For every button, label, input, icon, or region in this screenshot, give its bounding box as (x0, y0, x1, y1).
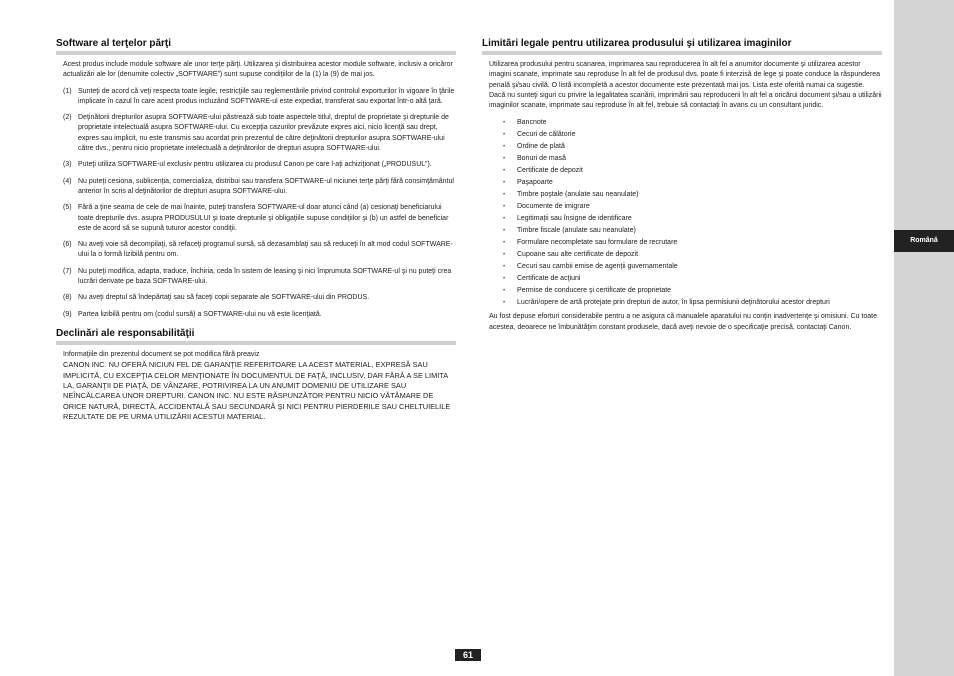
language-tab: Română (894, 230, 954, 252)
legal-section (482, 38, 882, 333)
left-column (56, 38, 456, 423)
restricted-document-item (503, 286, 882, 296)
restricted-document-item (503, 238, 882, 248)
restricted-document-label: Cupoane sau alte certificate de depozit (517, 251, 639, 259)
condition-text: Sunteţi de acord că veţi respecta toate legile, restricţiile sau reglementările privind controlul exporturilor în vigoare în ţările implicate în cazul în care acest produs incluzând SOFTWARE-ul este expediat, transferat sau exportat într-o altă ţară. (78, 87, 455, 105)
bullet-icon: • (503, 228, 506, 235)
bullet-icon: • (503, 132, 506, 139)
restricted-document-item (503, 142, 882, 152)
software-section-body (56, 60, 456, 320)
restricted-document-label: Bancnote (517, 119, 547, 127)
software-condition-item (63, 240, 456, 261)
condition-number: (3) (63, 161, 72, 169)
software-section (56, 38, 456, 320)
software-condition-item (63, 113, 456, 154)
restricted-document-item (503, 154, 882, 164)
bullet-icon: • (503, 120, 506, 127)
restricted-document-label: Legitimaţii sau însigne de identificare (517, 215, 632, 223)
restricted-document-item (503, 190, 882, 200)
condition-number: (7) (63, 267, 72, 275)
bullet-icon: • (503, 288, 506, 295)
disclaimer-caps-text: CANON INC. NU OFERĂ NICIUN FEL DE GARANŢIE REFERITOARE LA ACEST MATERIAL, EXPRESĂ SAU IMPLICITĂ, CU EXCEPŢIA CELOR MENŢIONATE ÎN DOCUMENTUL DE FAŢĂ, INCLUSIV, DAR FĂRĂ A SE LIMITA LA, GARANŢII DE PIAŢĂ, DE VÂNZARE, POTRIVIREA LA UN ANUMIT DOMENIU DE UTILIZARE SAU NEÎNCĂLCAREA UNOR DREPTURI. CANON INC. NU ESTE RĂSPUNZĂTOR PENTRU NICIO VĂTĂMARE DE ORICE NATURĂ, DIRECTĂ, ACCIDENTALĂ SAU SECUNDARĂ ŞI NICI PENTRU PIERDERILE SAU CHELTUIELILE REZULTATE DE PE URMA UTILIZĂRII ACESTUI MATERIAL. (63, 360, 451, 422)
legal-intro: Utilizarea produsului pentru scanarea, imprimarea sau reproducerea în alt fel a anumitor documente şi utilizarea acestor imagini scanate, imprimate sau reproduse în alt fel de produsul dvs. poate fi interzisă de lege şi poate conduce la răspunderea penală şi/sau civilă. O listă incompletă a acestor documente este prezentată mai jos. Lista este oferită numai ca sugestie. Dacă nu sunteţi siguri cu privire la legalitatea scanării, imprimării sau reproducerii în alt fel a oricărui document şi/sau a utilizării imaginilor scanate, imprimate sau reproduse în alt fel, trebuie să contactaţi în avans cu un consultant juridic. (489, 61, 882, 110)
condition-number: (6) (63, 241, 72, 249)
right-sidebar (894, 0, 954, 676)
bullet-icon: • (503, 300, 506, 307)
condition-number: (4) (63, 177, 72, 185)
legal-section-body (482, 60, 882, 333)
restricted-document-label: Permise de conducere şi certificate de proprietate (517, 287, 672, 295)
condition-number: (2) (63, 114, 72, 122)
restricted-document-label: Formulare necompletate sau formulare de recrutare (517, 239, 678, 247)
restricted-document-item (503, 214, 882, 224)
right-column (482, 38, 882, 333)
restricted-document-label: Timbre poştale (anulate sau neanulate) (517, 191, 639, 199)
software-conditions-list (63, 87, 456, 320)
condition-text: Nu puteţi cesiona, sublicenţia, comercializa, distribui sau transfera SOFTWARE-ul niciunei terţe părţi fără consimţământul anterior în scris al deţinătorilor de drepturi asupra SOFTWARE-ului. (78, 177, 454, 195)
legal-section-title: Limitări legale pentru utilizarea produsului şi utilizarea imaginilor (482, 38, 882, 55)
bullet-icon: • (503, 264, 506, 271)
restricted-document-item (503, 250, 882, 260)
restricted-document-label: Documente de imigrare (517, 203, 590, 211)
bullet-icon: • (503, 204, 506, 211)
restricted-document-label: Bonuri de masă (517, 155, 567, 163)
restricted-documents-list (503, 118, 882, 308)
disclaimer-intro: Informaţiile din prezentul document se pot modifica fără preaviz (63, 350, 260, 358)
restricted-document-item (503, 298, 882, 308)
software-condition-item (63, 177, 456, 198)
restricted-document-item (503, 118, 882, 128)
disclaimer-section (56, 328, 456, 423)
restricted-document-item (503, 274, 882, 284)
restricted-document-label: Cecuri de călătorie (517, 131, 576, 139)
bullet-icon: • (503, 144, 506, 151)
restricted-document-item (503, 130, 882, 140)
bullet-icon: • (503, 192, 506, 199)
software-condition-item (63, 310, 456, 320)
page-number: 61 (455, 649, 481, 661)
condition-text: Puteţi utiliza SOFTWARE-ul exclusiv pentru utilizarea cu produsul Canon pe care l-aţi achiziţionat („PRODUSUL”). (78, 161, 432, 169)
condition-number: (8) (63, 294, 72, 302)
condition-text: Nu aveţi dreptul să îndepărtaţi sau să faceţi copii separate ale SOFTWARE-ului din PRODUS. (78, 294, 370, 302)
restricted-document-item (503, 262, 882, 272)
restricted-document-label: Certificate de depozit (517, 167, 583, 175)
bullet-icon: • (503, 252, 506, 259)
software-condition-item (63, 87, 456, 108)
restricted-document-label: Certificate de acţiuni (517, 275, 581, 283)
condition-number: (1) (63, 87, 72, 95)
bullet-icon: • (503, 240, 506, 247)
bullet-icon: • (503, 180, 506, 187)
restricted-document-label: Ordine de plată (517, 143, 565, 151)
software-condition-item (63, 203, 456, 234)
software-section-title: Software al terţelor părţi (56, 38, 456, 55)
restricted-document-item (503, 166, 882, 176)
bullet-icon: • (503, 276, 506, 283)
condition-number: (9) (63, 310, 72, 318)
software-condition-item (63, 293, 456, 303)
restricted-document-label: Cecuri sau cambii emise de agenţii guvernamentale (517, 263, 678, 271)
software-intro: Acest produs include module software ale unor terţe părţi. Utilizarea şi distribuirea acestor module software, inclusiv a oricăror actualizări ale lor (denumite colectiv „SOFTWARE”) sunt supuse condiţiilor de la (1) la (9) de mai jos. (63, 61, 453, 79)
bullet-icon: • (503, 216, 506, 223)
disclaimer-section-title: Declinări ale responsabilităţii (56, 328, 456, 345)
restricted-document-item (503, 178, 882, 188)
condition-text: Nu aveţi voie să decompilaţi, să refaceţi programul sursă, să dezasamblaţi sau să reduceţi în alt mod codul SOFTWARE-ului la o formă lizibilă pentru om. (78, 241, 453, 259)
condition-text: Fără a ţine seama de cele de mai înainte, puteţi transfera SOFTWARE-ul doar atunci când (a) cesionaţi beneficiarului toate drepturile dvs. asupra PRODUSULUI şi toate drepturile şi obligaţiile supuse condiţiilor şi (b) un astfel de beneficiar este de acord să se supună tuturor acestor condiţii. (78, 204, 449, 232)
software-condition-item (63, 267, 456, 288)
condition-number: (5) (63, 204, 72, 212)
bullet-icon: • (503, 156, 506, 163)
restricted-document-item (503, 226, 882, 236)
restricted-document-label: Lucrări/opere de artă protejate prin drepturi de autor, în lipsa permisiunii deţinătorului acestor drepturi (517, 299, 830, 307)
bullet-icon: • (503, 168, 506, 175)
condition-text: Nu puteţi modifica, adapta, traduce, închiria, ceda în sistem de leasing şi nici împrumuta SOFTWARE-ul şi nu puteţi crea lucrări derivate pe baza SOFTWARE-ului. (78, 267, 452, 286)
legal-closing: Au fost depuse eforturi considerabile pentru a ne asigura că manualele aparatului nu conţin inadvertenţe şi omisiuni. Cu toate acestea, deoarece ne îmbunătăţim constant produsele, dacă aveţi nevoie de o specificaţie precisă, contactaţi Canon. (489, 313, 877, 331)
restricted-document-label: Paşapoarte (517, 179, 553, 187)
restricted-document-label: Timbre fiscale (anulate sau neanulate) (517, 227, 636, 235)
disclaimer-section-body (56, 350, 456, 423)
software-condition-item (63, 160, 456, 170)
condition-text: Partea lizibilă pentru om (codul sursă) a SOFTWARE-ului nu vă este licenţiată. (78, 310, 322, 318)
condition-text: Deţinătorii drepturilor asupra SOFTWARE-ului păstrează sub toate aspectele titlul, dreptul de proprietate şi drepturile de proprietate intelectuală asupra SOFTWARE-ului. Cu excepţia cazurilor prevăzute expres aici, nicio licenţă sau drept, expres sau implicit, nu este transmis sau acordat prin prezentul de către deţinătorii drepturilor asupra SOFTWARE-ului către dvs., pentru nicio proprietate intelectuală a deţinătorilor de drepturi asupra SOFTWARE-ului. (78, 114, 449, 153)
restricted-document-item (503, 202, 882, 212)
